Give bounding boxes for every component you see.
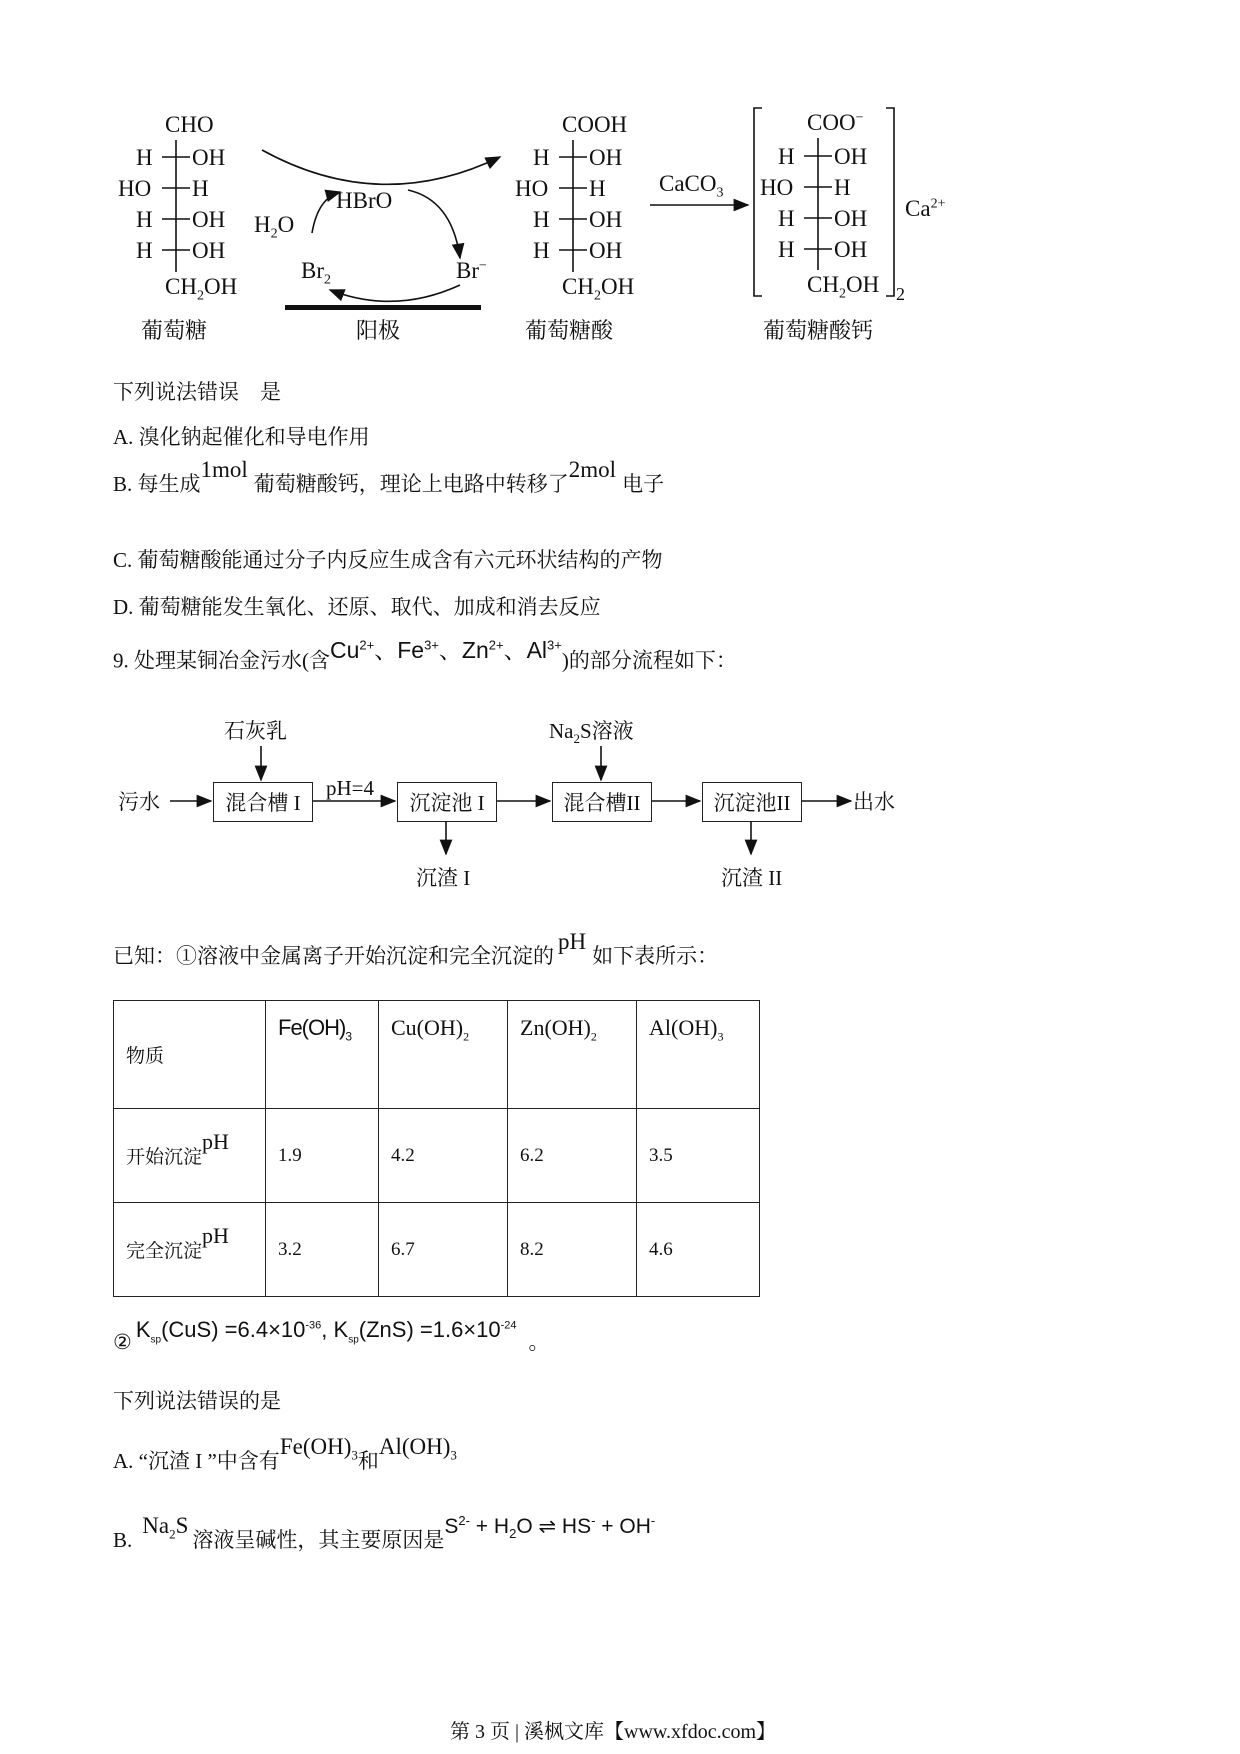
table-row [114,1109,760,1203]
cag-row4-right: OH [834,237,868,262]
hydrolysis-equation: $S^{2-} + H_2O$ ⇌ HS- + OH- [444,1513,656,1542]
gluconic-row3-right: OH [589,207,623,232]
table-header-cell: $Zn(OH)_2$ [508,1001,637,1109]
fe-oh-3-formula: $Fe(OH)_3$ [279,1434,358,1463]
table-header-row [114,1001,760,1109]
q8-option-b: B. 每生成1mol葡萄糖酸钙，理论上电路中转移了2mol电子 [113,457,665,496]
lime-milk-label: 石灰乳 [224,719,287,743]
hbro-label: HBrO [336,188,393,213]
calcium-gluconate-label: 葡萄糖酸钙 [763,318,874,343]
mixing-tank-1: 混合槽 I [213,782,313,822]
glucose-row3-right: OH [192,207,226,232]
mixing-tank-2: 混合槽II [552,782,652,822]
glucose-bottom-group: $CH_2OH$ [165,274,238,304]
na2s-formula: $Na_2S$ [142,1513,189,1542]
known-info-1: 已知：①溶液中金属离子开始沉淀和完全沉淀的pH如下表所示： [113,929,719,968]
q8-b-amount2: 2mol [568,457,617,482]
wastewater-label: 污水 [118,790,160,814]
na2s-solution-label: $Na_2S$溶液 [549,719,634,747]
glucose-label: 葡萄糖 [141,318,208,343]
table-row [114,1203,760,1297]
gluconic-row4-right: OH [589,238,623,263]
gluconic-bottom-group: $CH_2OH$ [562,274,635,304]
calcium-gluconate-top-group: COO− [807,110,864,135]
q9-ion-list: $Cu^{2+}$、$Fe^{3+}$、$Zn^{2+}$、$Al^{3+}$ [330,636,562,663]
sludge-2-label: 沉渣 II [721,866,783,890]
glucose-row4-right: OH [192,238,226,263]
table-cell: 完全沉淀pH [114,1203,266,1297]
cag-bottom-group: $CH_2OH$ [807,272,880,302]
calcium-cation: $Ca^{2+}$ [905,196,946,221]
q8-option-d: D. 葡萄糖能发生氧化、还原、取代、加成和消去反应 [113,595,601,619]
glucose-row2-right: H [192,176,209,201]
q8-option-a: A. 溴化钠起催化和导电作用 [113,425,370,449]
ph4-label: pH=4 [326,776,375,800]
glucose-row1-right: OH [192,145,226,170]
table-header-cell: $Fe(OH)_3$ [266,1001,379,1109]
effluent-label: 出水 [853,790,895,814]
glucose-row2-left: HO [118,176,152,201]
table-header-cell: $Al(OH)_3$ [637,1001,760,1109]
q8-option-c: C. 葡萄糖酸能通过分子内反应生成含有六元环状结构的产物 [113,548,663,572]
gluconic-row1-left: H [533,145,550,170]
flowchart-arrows [0,700,1240,880]
table-cell: 物质 [114,1001,266,1109]
glucose-row4-left: H [136,238,153,263]
anode-label: 阳极 [356,318,401,343]
gluconic-row2-left: HO [515,176,549,201]
table-cell: 1.9 [266,1109,379,1203]
cag-row2-right: H [834,175,851,200]
cag-row2-left: HO [760,175,794,200]
table-cell: 6.2 [508,1109,637,1203]
table-cell: 3.5 [637,1109,760,1203]
q9-stem: 9. 处理某铜冶金污水(含$Cu^{2+}$、$Fe^{3+}$、$Zn^{2+}$、$Al^{3+}$)的部分流程如下： [113,636,737,673]
bracket-count: 2 [896,284,905,304]
ksp-expression: $K_{sp}(CuS) =6.4\times 10^{-36}$, $K_{sp}(ZnS) =1.6\times 10^{-24}$ [135,1317,517,1346]
precipitation-ph-table [113,1000,760,1297]
glucose-row1-left: H [136,145,153,170]
q8-b-amount1: 1mol [200,457,248,482]
al-oh-3-formula: $Al(OH)_3$ [378,1434,457,1463]
cag-row3-right: OH [834,206,868,231]
table-header-cell: $Cu(OH)_2$ [379,1001,508,1109]
table-cell: 4.2 [379,1109,508,1203]
br2-label: $Br_2$ [301,258,331,288]
q9-option-b: $B.Na_2S$溶液呈碱性，其主要原因是$S^{2-} + H_2O$ ⇌ HS- + OH- [113,1513,656,1552]
br-minus-label: Br− [456,258,487,283]
cag-row3-left: H [778,206,795,231]
table-cell: 开始沉淀pH [114,1109,266,1203]
sludge-1-label: 沉渣 I [416,866,471,890]
q9-stem-2: 下列说法错误的是 [113,1389,281,1413]
table-cell: 8.2 [508,1203,637,1297]
cag-row1-right: OH [834,144,868,169]
table-cell: 4.6 [637,1203,760,1297]
reaction-scheme-lines [0,0,1240,360]
gluconic-row2-right: H [589,176,606,201]
sedimentation-pool-2: 沉淀池II [702,782,802,822]
table-cell: 3.2 [266,1203,379,1297]
gluconic-row4-left: H [533,238,550,263]
q9-option-a: A. “沉渣 I ”中含有$Fe(OH)_3$和$Al(OH)_3$ [113,1434,457,1473]
caco3-reagent-label: CaCO$_3$ [659,171,724,201]
cag-row1-left: H [778,144,795,169]
h2o-label: $H_2O$ [254,212,295,242]
gluconic-top-group: COOH [562,112,628,137]
q8-stem: 下列说法错误 是 [113,380,281,404]
gluconic-row3-left: H [533,207,550,232]
cag-row4-left: H [778,237,795,262]
page-footer: 第 3 页 | 溪枫文库【www.xfdoc.com】 [450,1721,777,1743]
glucose-top-group: CHO [165,112,214,137]
gluconic-row1-right: OH [589,145,623,170]
glucose-row3-left: H [136,207,153,232]
gluconic-acid-label: 葡萄糖酸 [525,318,614,343]
ksp-line: ② $K_{sp}(CuS) =6.4\times 10^{-36}$, $K_{sp}(ZnS) =1.6\times 10^{-24}$。 [113,1317,550,1354]
table-cell: 6.7 [379,1203,508,1297]
sedimentation-pool-1: 沉淀池 I [397,782,497,822]
